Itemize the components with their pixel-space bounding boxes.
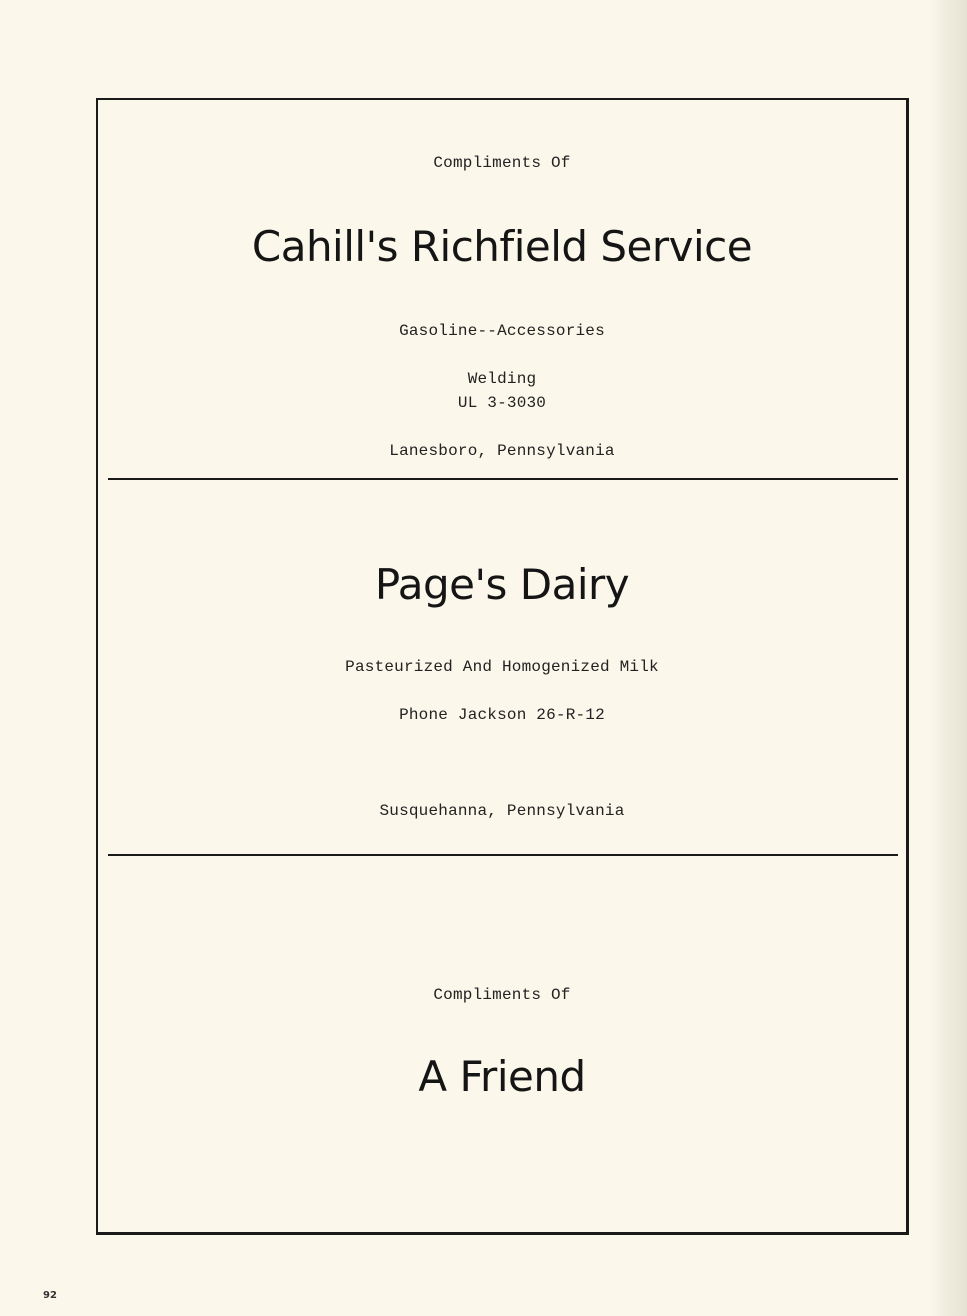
ad1-service: Welding (467, 370, 537, 388)
advertisement-frame (96, 98, 909, 1235)
ad-divider-1 (108, 478, 898, 480)
ad2-location: Susquehanna, Pennsylvania (379, 802, 625, 820)
ad1-phone: UL 3-3030 (457, 394, 547, 412)
ad2-products: Pasteurized And Homogenized Milk (345, 658, 659, 676)
ad2-phone: Phone Jackson 26-R-12 (399, 706, 605, 724)
ad1-location: Lanesboro, Pennsylvania (389, 442, 615, 460)
ad3-business-name: A Friend (418, 1052, 586, 1101)
ad2-business-name: Page's Dairy (374, 560, 630, 609)
page-number: 92 (43, 1290, 57, 1301)
ad-divider-2 (108, 854, 898, 856)
ad1-business-name: Cahill's Richfield Service (251, 222, 753, 271)
ad3-intro: Compliments Of (433, 986, 571, 1004)
page-edge-shadow (930, 0, 967, 1316)
ad1-products: Gasoline--Accessories (399, 322, 605, 340)
ad1-intro: Compliments Of (433, 154, 571, 172)
